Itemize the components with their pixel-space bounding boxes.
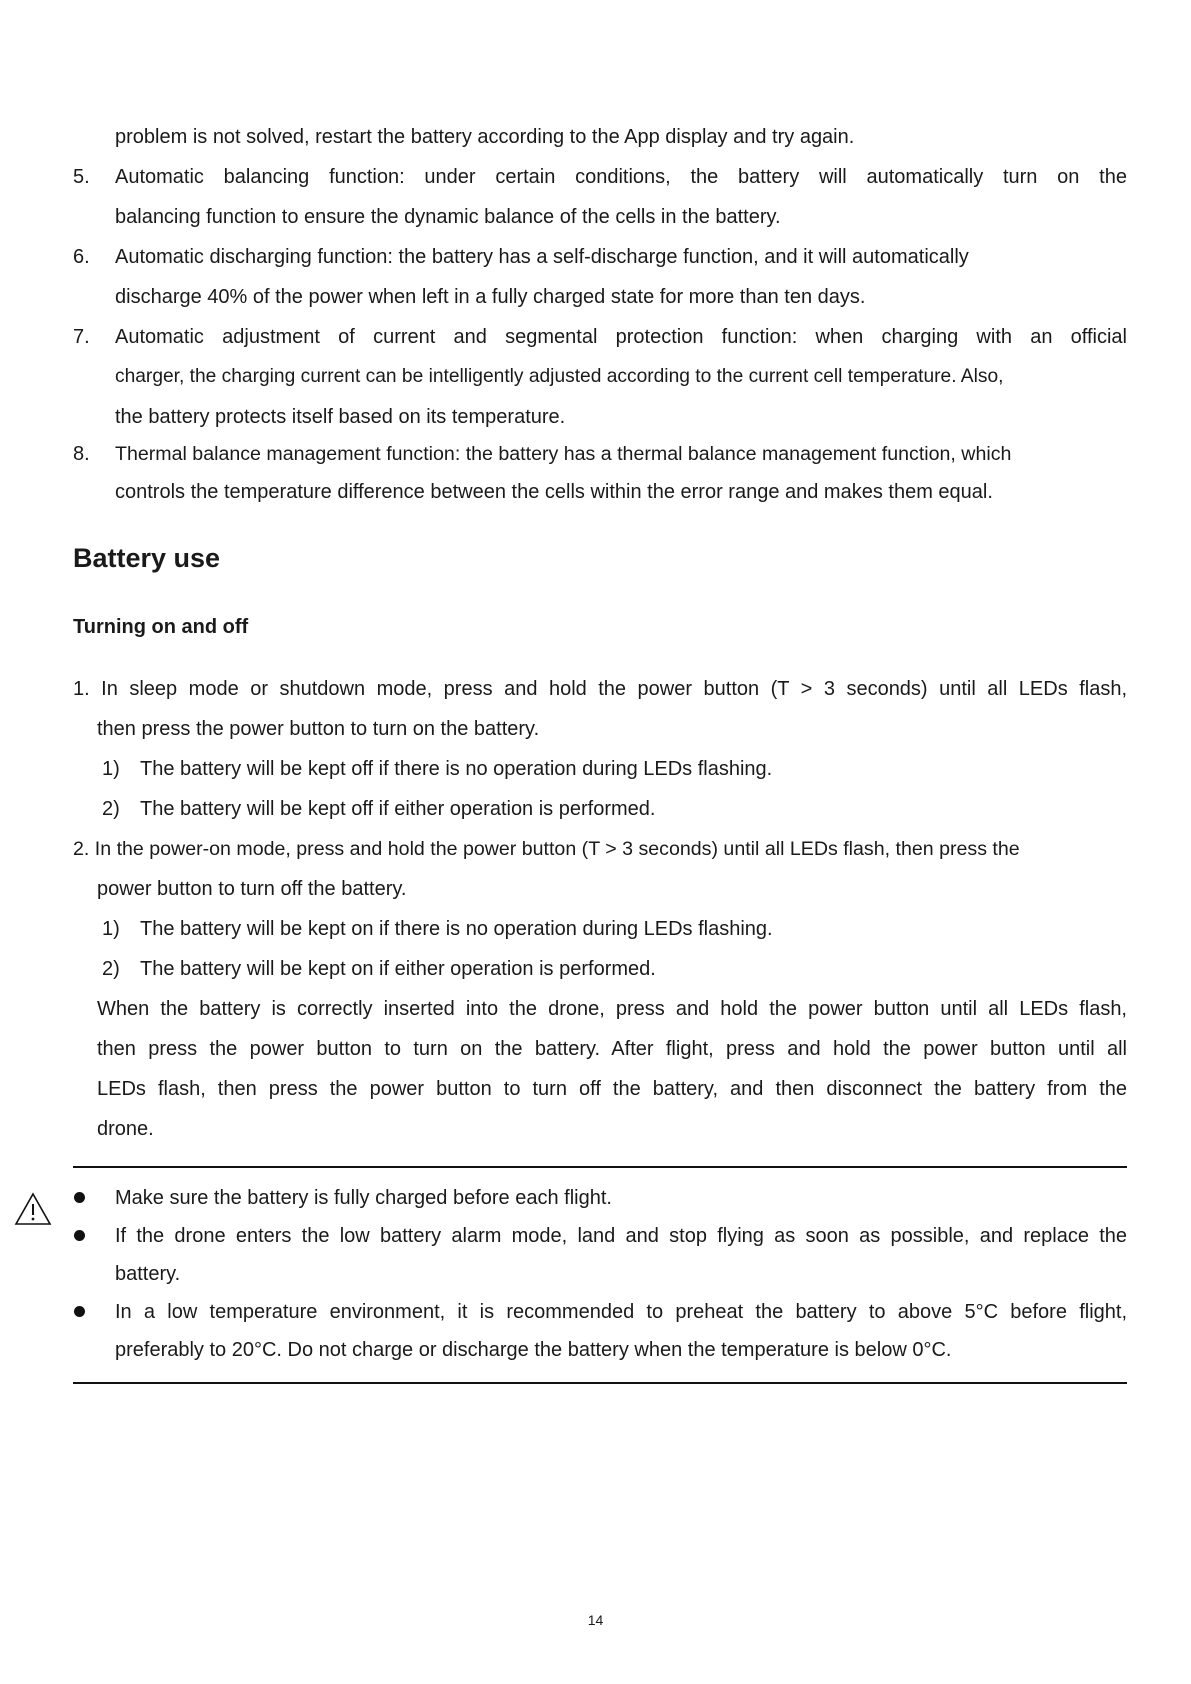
feature-line: Thermal balance management function: the battery has a thermal balance management function, which xyxy=(115,443,1012,465)
feature-line: Automatic adjustment of current and segmental protection function: when charging with an official xyxy=(115,326,1127,348)
feature-number: 8. xyxy=(73,443,90,465)
step-line: 1. In sleep mode or shutdown mode, press and hold the power button (T > 3 seconds) until all LEDs flash, xyxy=(73,678,1127,700)
sub-step-text: The battery will be kept on if either operation is performed. xyxy=(140,958,656,980)
sub-step-text: The battery will be kept off if there is no operation during LEDs flashing. xyxy=(140,758,773,780)
warning-line: Make sure the battery is fully charged before each flight. xyxy=(115,1187,612,1209)
sub-step-text: The battery will be kept off if either operation is performed. xyxy=(140,798,656,820)
warning-line: preferably to 20°C. Do not charge or discharge the battery when the temperature is below 0°C. xyxy=(115,1339,952,1361)
feature-number: 6. xyxy=(73,246,90,268)
sub-step-number: 1) xyxy=(102,918,120,940)
bullet-icon xyxy=(74,1306,85,1317)
subsection-title: Turning on and off xyxy=(73,616,249,638)
feature-number: 5. xyxy=(73,166,90,188)
bullet-icon xyxy=(74,1230,85,1241)
step-line: then press the power button to turn on the battery. xyxy=(97,718,540,740)
feature-line: controls the temperature difference between the cells within the error range and makes them equal. xyxy=(115,481,993,503)
feature-number: 7. xyxy=(73,326,90,348)
warning-bottom-rule xyxy=(73,1382,1127,1384)
bullet-icon xyxy=(74,1192,85,1203)
feature-line: Automatic discharging function: the battery has a self-discharge function, and it will automatically xyxy=(115,246,969,268)
feature-line: discharge 40% of the power when left in a fully charged state for more than ten days. xyxy=(115,286,866,308)
warning-line: battery. xyxy=(115,1263,181,1285)
drone-note-line: then press the power button to turn on the battery. After flight, press and hold the power button until all xyxy=(97,1038,1127,1060)
warning-line: In a low temperature environment, it is recommended to preheat the battery to above 5°C before flight, xyxy=(115,1301,1127,1323)
sub-step-number: 1) xyxy=(102,758,120,780)
step-line: power button to turn off the battery. xyxy=(97,878,407,900)
section-title: Battery use xyxy=(73,543,221,573)
warning-triangle-icon xyxy=(14,1192,52,1226)
warning-top-rule xyxy=(73,1166,1127,1168)
intro-continuation: problem is not solved, restart the battery according to the App display and try again. xyxy=(115,126,855,148)
drone-note-line: drone. xyxy=(97,1118,154,1140)
sub-step-number: 2) xyxy=(102,958,120,980)
drone-note-line: When the battery is correctly inserted into the drone, press and hold the power button until all LEDs flash, xyxy=(97,998,1127,1020)
drone-note-line: LEDs flash, then press the power button to turn off the battery, and then disconnect the battery from the xyxy=(97,1078,1127,1100)
sub-step-text: The battery will be kept on if there is no operation during LEDs flashing. xyxy=(140,918,773,940)
feature-line: the battery protects itself based on its temperature. xyxy=(115,406,566,428)
step-line: 2. In the power-on mode, press and hold the power button (T > 3 seconds) until all LEDs flash, then press the xyxy=(73,838,1020,860)
feature-line: charger, the charging current can be intelligently adjusted according to the current cell temperature. Also, xyxy=(115,366,1004,387)
feature-line: balancing function to ensure the dynamic balance of the cells in the battery. xyxy=(115,206,781,228)
page-number: 14 xyxy=(587,1612,604,1628)
warning-line: If the drone enters the low battery alarm mode, land and stop flying as soon as possible, and replace the xyxy=(115,1225,1127,1247)
feature-line: Automatic balancing function: under certain conditions, the battery will automatically turn on the xyxy=(115,166,1127,188)
sub-step-number: 2) xyxy=(102,798,120,820)
